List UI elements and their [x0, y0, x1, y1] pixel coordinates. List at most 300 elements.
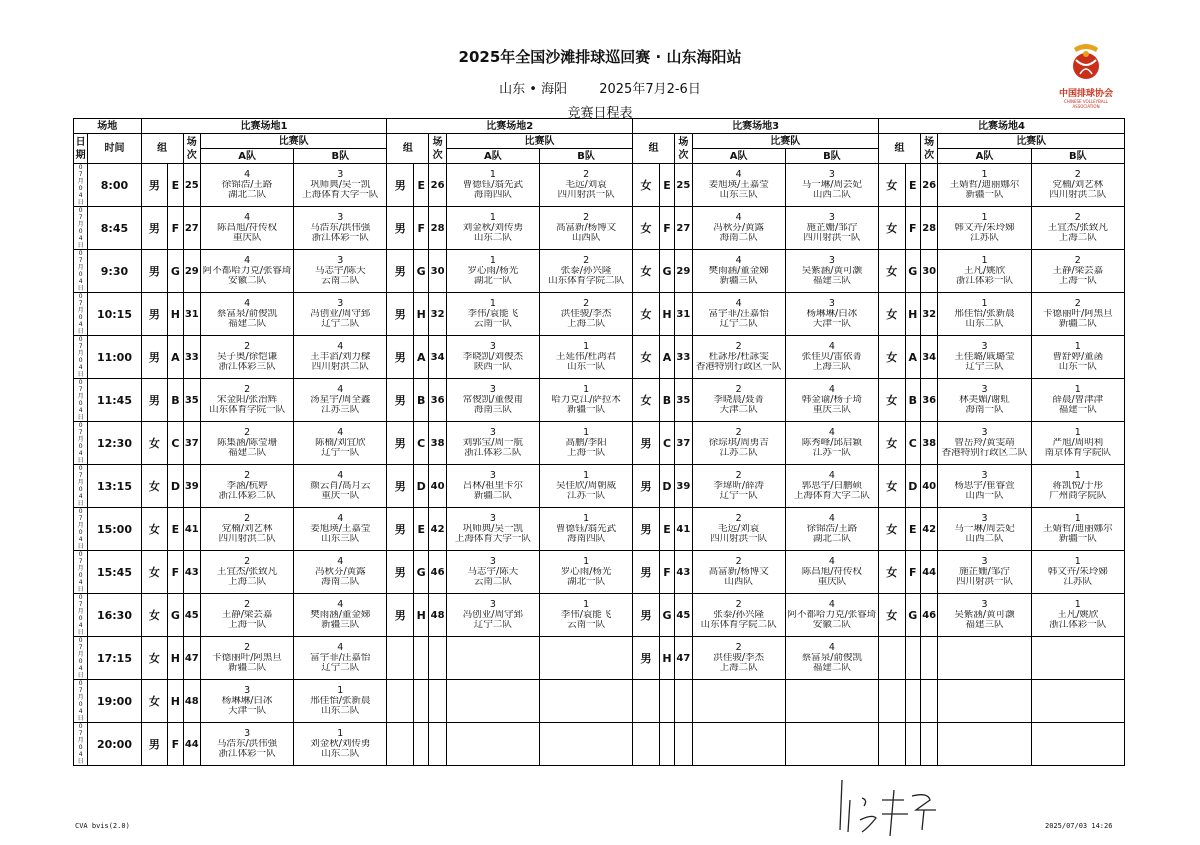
match-number-cell: 41 [675, 508, 692, 551]
gender-cell [633, 680, 660, 723]
date-cell: 0 7 月 0 4 日 [74, 594, 88, 637]
gender-cell: 女 [141, 465, 168, 508]
match-number-cell [675, 680, 692, 723]
seed: 4 [337, 342, 344, 352]
gender-cell: 男 [633, 465, 660, 508]
seed: 3 [489, 600, 496, 610]
team-a-cell [200, 336, 293, 379]
match-number-cell: 44 [920, 551, 937, 594]
team-name: 江苏一队 [812, 448, 851, 458]
team-b-cell [294, 508, 387, 551]
team-a-header: A队 [692, 149, 785, 164]
seed: 2 [735, 557, 742, 567]
gender-cell: 男 [633, 422, 660, 465]
gender-cell: 女 [633, 336, 660, 379]
match-number-cell: 33 [675, 336, 692, 379]
team-b-cell [1031, 508, 1124, 551]
page-title: 2025年全国沙滩排球巡回赛 · 山东海阳站 [458, 48, 742, 66]
pool-cell: G [168, 594, 183, 637]
team-name: 海南一队 [965, 405, 1004, 415]
seed: 4 [828, 514, 835, 524]
team-a-cell [200, 422, 293, 465]
pool-cell: H [659, 637, 674, 680]
gender-cell: 男 [387, 250, 414, 293]
team-name: 安徽二队 [812, 620, 851, 630]
players: 王婧哲/迪丽娜尔 [949, 180, 1020, 190]
match-number-cell: 43 [183, 551, 200, 594]
team-name: 新疆二队 [1058, 319, 1097, 329]
match-header: 场次 [675, 134, 692, 164]
time-cell: 17:15 [88, 637, 141, 680]
players: 韩金谕/杨子琦 [801, 395, 862, 405]
seed: 2 [244, 471, 251, 481]
pool-cell [905, 723, 920, 766]
match-header: 场次 [920, 134, 937, 164]
seed: 2 [583, 170, 590, 180]
team-name: 上海体育大学一队 [302, 190, 379, 200]
players: 蔡富泉/俞俊凯 [216, 309, 278, 319]
team-name: 天津一队 [228, 706, 267, 716]
team-b-cell [1031, 465, 1124, 508]
players: 李晓晨/聂菁 [713, 395, 765, 405]
pool-cell: G [414, 250, 429, 293]
match-number-cell: 47 [183, 637, 200, 680]
seed: 3 [981, 342, 988, 352]
pool-cell: C [659, 422, 674, 465]
team-b-cell [1031, 164, 1124, 207]
players: 曹舒婷/董菡 [1052, 352, 1104, 362]
pool-cell: F [905, 207, 920, 250]
match-number-cell: 46 [920, 594, 937, 637]
team-b-cell [785, 508, 878, 551]
team-a-cell [938, 207, 1031, 250]
team-a-cell [200, 207, 293, 250]
seed: 3 [828, 256, 835, 266]
seed: 3 [981, 514, 988, 524]
team-name: 海南四队 [473, 190, 512, 200]
players: 吴紫涵/黄可灏 [954, 610, 1015, 620]
pool-cell: A [659, 336, 674, 379]
time-cell: 12:30 [88, 422, 141, 465]
team-b-cell [294, 465, 387, 508]
team-name: 四川射洪二队 [218, 534, 276, 544]
time-cell: 8:00 [88, 164, 141, 207]
schedule-row [74, 293, 1125, 336]
players: 刘郭宝/周一航 [462, 438, 523, 448]
players: 刘金秋/刘传勇 [310, 739, 371, 749]
teams-header: 比赛队 [200, 134, 386, 149]
date-header: 日期 [74, 134, 88, 164]
players: 王婧哲/迪丽娜尔 [1042, 524, 1113, 534]
page-subtitle [0, 78, 1200, 97]
date-cell: 0 7 月 0 4 日 [74, 551, 88, 594]
pool-cell: F [414, 207, 429, 250]
pool-cell: C [905, 422, 920, 465]
schedule-row [74, 594, 1125, 637]
seed: 2 [735, 600, 742, 610]
team-b-cell [785, 379, 878, 422]
match-number-cell: 35 [675, 379, 692, 422]
teams-header: 比赛队 [692, 134, 878, 149]
seed: 4 [828, 643, 835, 653]
time-cell: 9:30 [88, 250, 141, 293]
team-b-cell [294, 250, 387, 293]
team-b-cell [539, 465, 632, 508]
match-number-cell: 47 [675, 637, 692, 680]
gender-cell: 女 [633, 164, 660, 207]
team-name: 四川射洪一队 [557, 190, 615, 200]
players: 陈昌旭/符传权 [801, 567, 862, 577]
gender-cell: 女 [878, 551, 905, 594]
team-a-cell [200, 594, 293, 637]
time-cell: 10:15 [88, 293, 141, 336]
players: 巩师典/吴一凯 [310, 180, 371, 190]
team-name: 福建一队 [1058, 405, 1097, 415]
court-2-header: 比赛场地2 [387, 119, 633, 134]
team-name: 海南二队 [719, 233, 758, 243]
team-name: 山西队 [571, 233, 601, 243]
team-a-cell [446, 680, 539, 723]
time-cell: 8:45 [88, 207, 141, 250]
match-number-cell [429, 637, 446, 680]
team-name: 陕西一队 [473, 362, 512, 372]
team-a-cell [446, 164, 539, 207]
team-b-cell [785, 465, 878, 508]
team-b-cell [539, 250, 632, 293]
pool-cell: E [659, 508, 674, 551]
team-name: 新疆三队 [719, 276, 758, 286]
team-a-cell [938, 422, 1031, 465]
seed: 2 [735, 643, 742, 653]
gender-cell: 女 [878, 164, 905, 207]
match-number-cell [920, 680, 937, 723]
team-b-cell [1031, 422, 1124, 465]
seed: 1 [1074, 514, 1081, 524]
seed: 2 [735, 514, 742, 524]
team-name: 山东三队 [719, 190, 758, 200]
team-a-cell [446, 379, 539, 422]
time-cell: 15:00 [88, 508, 141, 551]
players: 王静/梁芸嘉 [1052, 266, 1104, 276]
seed: 4 [337, 514, 344, 524]
court-1-header: 比赛场地1 [141, 119, 387, 134]
pool-cell: H [905, 293, 920, 336]
team-name: 福建二队 [228, 448, 267, 458]
players: 高富新/杨博文 [555, 223, 617, 233]
team-b-cell [1031, 594, 1124, 637]
schedule-table [73, 118, 1125, 766]
match-number-cell: 42 [920, 508, 937, 551]
time-cell: 11:45 [88, 379, 141, 422]
team-a-cell [938, 680, 1031, 723]
match-number-cell: 28 [429, 207, 446, 250]
gender-cell: 女 [141, 637, 168, 680]
team-a-cell [938, 637, 1031, 680]
time-header: 时间 [88, 134, 141, 164]
seed: 3 [981, 385, 988, 395]
gender-cell: 女 [633, 207, 660, 250]
team-a-cell [938, 723, 1031, 766]
team-name: 山西二队 [812, 190, 851, 200]
pool-cell: G [659, 594, 674, 637]
team-b-cell [785, 551, 878, 594]
team-name: 山东一队 [567, 362, 606, 372]
seed: 4 [337, 557, 344, 567]
team-a-cell [692, 250, 785, 293]
seed: 1 [1074, 428, 1081, 438]
team-name: 山东二队 [321, 706, 360, 716]
team-b-cell [1031, 336, 1124, 379]
seed: 1 [583, 385, 590, 395]
dates-text: 2025年7月2-6日 [599, 82, 701, 97]
gender-cell: 女 [141, 551, 168, 594]
gender-cell: 男 [387, 207, 414, 250]
pool-cell: F [168, 207, 183, 250]
team-name: 重庆队 [817, 577, 847, 587]
seed: 1 [489, 256, 496, 266]
seed: 4 [244, 256, 251, 266]
team-name: 安徽二队 [228, 276, 267, 286]
players: 王凡/姚欣 [1057, 610, 1099, 620]
team-a-cell [692, 422, 785, 465]
team-a-cell [938, 594, 1031, 637]
team-b-cell [785, 336, 878, 379]
gender-cell: 女 [141, 508, 168, 551]
team-a-cell [938, 551, 1031, 594]
players: 蔡富泉/俞俊凯 [801, 653, 862, 663]
seed: 3 [337, 299, 344, 309]
match-number-cell: 37 [675, 422, 692, 465]
pool-cell: H [168, 637, 183, 680]
match-header: 场次 [183, 134, 200, 164]
players: 颜云肖/高月云 [310, 481, 371, 491]
seed: 2 [583, 213, 590, 223]
players: 马志宇/陈天 [314, 266, 366, 276]
players: 刘金秋/刘传勇 [462, 223, 523, 233]
seed: 1 [583, 471, 590, 481]
seed: 2 [1074, 213, 1081, 223]
team-a-cell [938, 336, 1031, 379]
players: 王延伟/杜鸿君 [555, 352, 617, 362]
gender-cell: 男 [141, 293, 168, 336]
seed: 2 [735, 385, 742, 395]
group-header: 组 [633, 134, 675, 164]
players: 施芷姗/邹泞 [959, 567, 1010, 577]
match-number-cell: 37 [183, 422, 200, 465]
teams-header: 比赛队 [446, 134, 632, 149]
players: 毛远/刘袁 [718, 524, 760, 534]
players: 韩文卉/朱玲娣 [1047, 567, 1108, 577]
team-name: 江苏三队 [321, 405, 360, 415]
team-b-cell [294, 207, 387, 250]
team-name: 新疆二队 [473, 491, 512, 501]
players: 张佳贝/雷依菁 [801, 352, 862, 362]
team-a-cell [446, 594, 539, 637]
players: 樊雨涵/董金娣 [708, 266, 769, 276]
match-number-cell [429, 680, 446, 723]
seed: 3 [337, 170, 344, 180]
seed: 2 [735, 428, 742, 438]
team-a-cell [446, 637, 539, 680]
date-cell: 0 7 月 0 4 日 [74, 723, 88, 766]
players: 徐琮琪/周勇吉 [708, 438, 769, 448]
gender-cell: 男 [387, 336, 414, 379]
date-cell: 0 7 月 0 4 日 [74, 207, 88, 250]
seed: 4 [828, 342, 835, 352]
team-name: 山东二队 [473, 233, 512, 243]
schedule-row [74, 508, 1125, 551]
gender-cell [387, 723, 414, 766]
team-name: 江苏一队 [567, 491, 606, 501]
seed: 4 [735, 213, 742, 223]
team-name: 辽宁一队 [321, 448, 360, 458]
players: 李伟/袁能飞 [467, 309, 519, 319]
players: 蒋凯悦/于彤 [1052, 481, 1104, 491]
pool-cell [905, 637, 920, 680]
team-a-cell [938, 465, 1031, 508]
players: 邢佳怡/张新晨 [954, 309, 1015, 319]
match-number-cell: 40 [920, 465, 937, 508]
gender-cell: 男 [387, 594, 414, 637]
seed: 1 [583, 342, 590, 352]
gender-cell: 男 [633, 594, 660, 637]
schedule-row [74, 250, 1125, 293]
match-number-cell: 38 [920, 422, 937, 465]
team-name: 浙江体彩一队 [311, 233, 369, 243]
players: 罗心雨/杨光 [467, 266, 519, 276]
seed: 1 [583, 557, 590, 567]
players: 汤星宇/周全鑫 [310, 395, 371, 405]
match-number-cell: 25 [183, 164, 200, 207]
team-b-cell [785, 164, 878, 207]
team-b-cell [1031, 637, 1124, 680]
team-name: 浙江体彩二队 [464, 448, 522, 458]
team-b-cell [539, 379, 632, 422]
seed: 1 [489, 299, 496, 309]
team-name: 云南一队 [567, 620, 606, 630]
match-number-cell [429, 723, 446, 766]
pool-cell: G [168, 250, 183, 293]
players: 冯创业/周守郅 [462, 610, 523, 620]
team-name: 浙江体彩三队 [218, 362, 276, 372]
team-name: 山东体育学院二队 [548, 276, 625, 286]
match-number-cell: 27 [183, 207, 200, 250]
team-b-cell [539, 594, 632, 637]
group-header: 组 [878, 134, 920, 164]
team-name: 上海二队 [228, 577, 267, 587]
gender-cell: 女 [878, 465, 905, 508]
seed: 2 [244, 643, 251, 653]
players: 高鹏/李阳 [565, 438, 607, 448]
seed: 3 [489, 514, 496, 524]
seed: 2 [244, 557, 251, 567]
seed: 3 [489, 471, 496, 481]
team-name: 新疆二队 [228, 663, 267, 673]
team-name: 山东体育学院二队 [700, 620, 777, 630]
players: 哈力克江/萨拉木 [551, 395, 621, 405]
team-b-cell [1031, 379, 1124, 422]
pool-cell [659, 723, 674, 766]
team-b-cell [539, 422, 632, 465]
seed: 1 [489, 213, 496, 223]
team-b-cell [1031, 723, 1124, 766]
pool-cell: F [168, 551, 183, 594]
team-a-cell [692, 207, 785, 250]
players: 冯秋芬/黄露 [713, 223, 765, 233]
team-a-cell [692, 336, 785, 379]
players: 陈楠/刘宜欣 [314, 438, 366, 448]
seed: 3 [489, 342, 496, 352]
gender-cell: 女 [878, 508, 905, 551]
team-b-cell [294, 551, 387, 594]
team-b-cell [1031, 207, 1124, 250]
players: 巩师典/吴一凯 [462, 524, 523, 534]
players: 富宇菲/汪嘉怡 [708, 309, 769, 319]
team-b-cell [294, 422, 387, 465]
team-name: 江苏队 [1063, 577, 1093, 587]
team-name: 香港特别行政区二队 [941, 448, 1028, 458]
match-number-cell: 31 [675, 293, 692, 336]
team-name: 广州商学院队 [1049, 491, 1107, 501]
seed: 1 [337, 729, 344, 739]
schedule-row [74, 207, 1125, 250]
team-name: 山东体育学院一队 [209, 405, 286, 415]
match-number-cell: 29 [183, 250, 200, 293]
seed: 2 [1074, 256, 1081, 266]
team-b-cell [785, 637, 878, 680]
pool-cell: F [659, 207, 674, 250]
match-number-cell: 38 [429, 422, 446, 465]
seed: 4 [828, 385, 835, 395]
team-b-cell [539, 680, 632, 723]
gender-cell: 男 [387, 379, 414, 422]
players: 樊雨涵/董金娣 [310, 610, 371, 620]
team-b-cell [294, 164, 387, 207]
team-name: 福建二队 [228, 319, 267, 329]
seed: 1 [1074, 600, 1081, 610]
gender-cell [387, 680, 414, 723]
team-a-cell [446, 465, 539, 508]
footer-version: CVA bvis(2.0) [75, 822, 130, 830]
match-number-cell: 39 [675, 465, 692, 508]
team-b-header: B队 [1031, 149, 1124, 164]
seed: 2 [244, 342, 251, 352]
team-b-cell [785, 293, 878, 336]
players: 常俊凯/董俊甫 [462, 395, 523, 405]
seed: 3 [489, 428, 496, 438]
pool-cell: H [659, 293, 674, 336]
match-number-cell: 45 [675, 594, 692, 637]
group-header: 组 [387, 134, 429, 164]
pool-cell: B [905, 379, 920, 422]
pool-cell: F [168, 723, 183, 766]
players: 马一琳/周芸妃 [801, 180, 862, 190]
pool-cell: E [414, 508, 429, 551]
schedule-row [74, 164, 1125, 207]
seed: 4 [735, 170, 742, 180]
seed: 4 [828, 557, 835, 567]
gender-cell [878, 637, 905, 680]
seed: 2 [1074, 299, 1081, 309]
team-name: 上海一队 [1058, 276, 1097, 286]
team-name: 新疆一队 [567, 405, 606, 415]
team-a-cell [692, 680, 785, 723]
seed: 2 [244, 428, 251, 438]
seed: 1 [583, 428, 590, 438]
schedule-row [74, 379, 1125, 422]
team-name: 山西一队 [965, 491, 1004, 501]
gender-cell: 女 [633, 293, 660, 336]
